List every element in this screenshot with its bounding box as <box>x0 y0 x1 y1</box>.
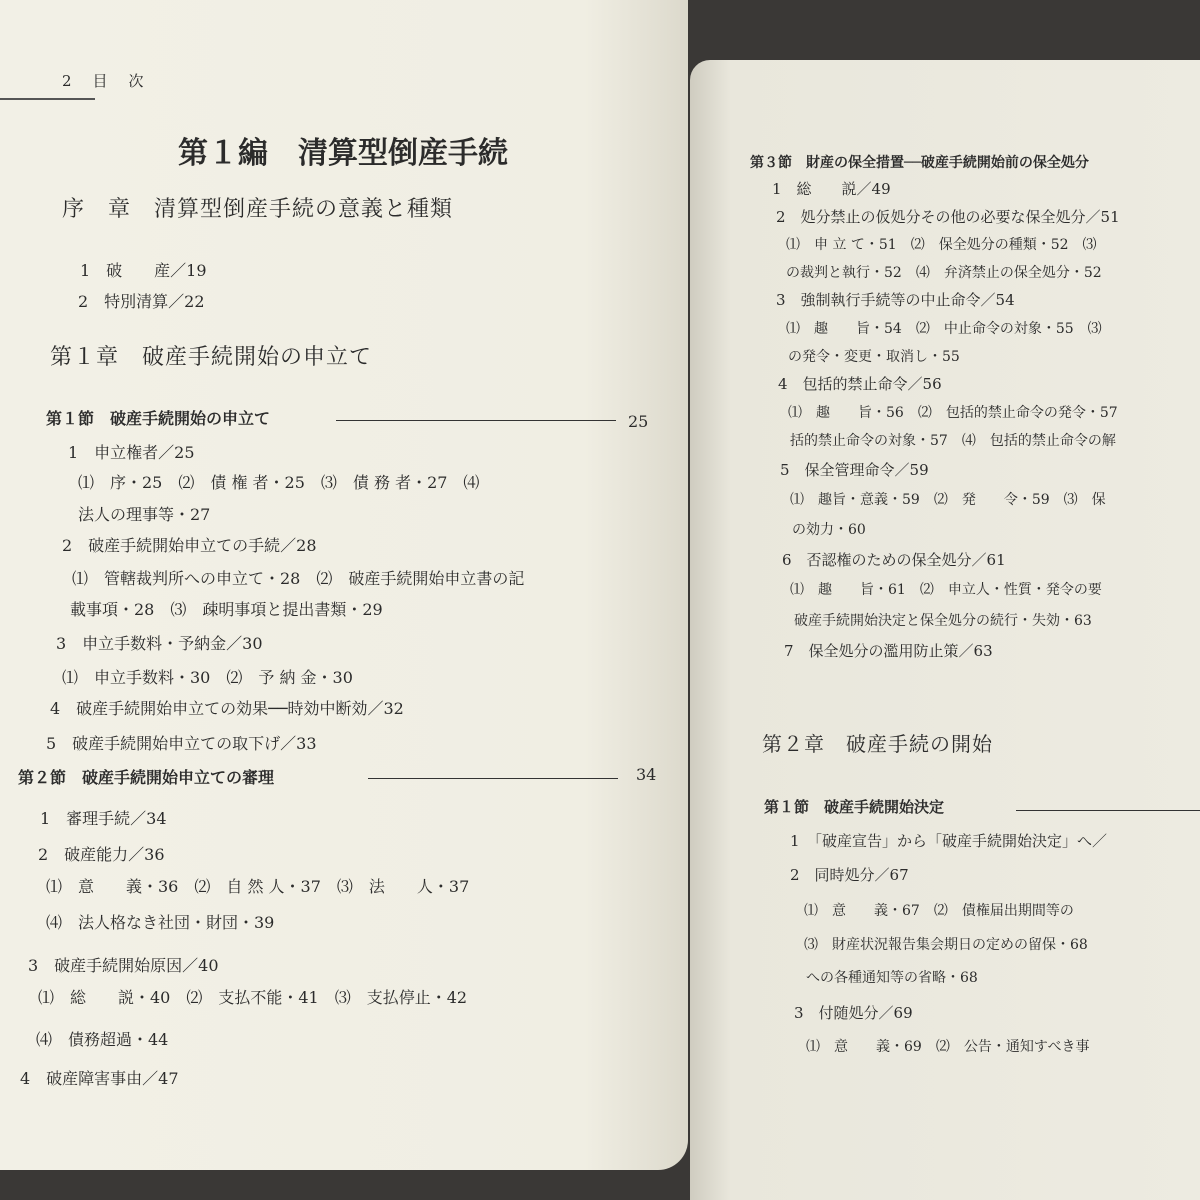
toc-entry: 1 総 説／49 <box>772 180 891 198</box>
running-header: 2 目 次 <box>62 72 147 90</box>
toc-subentry: ⑴ 意 義・67 ⑵ 債権届出期間等の <box>804 903 1074 919</box>
toc-entry: 3 破産手続開始原因／40 <box>28 956 219 975</box>
toc-subentry: ⑴ 申 立 て・51 ⑵ 保全処分の種類・52 ⑶ <box>786 237 1097 253</box>
toc-subentry: ⑴ 総 説・40 ⑵ 支払不能・41 ⑶ 支払停止・42 <box>38 988 468 1007</box>
toc-subentry: ⑷ 債務超過・44 <box>36 1030 169 1049</box>
toc-subentry: ⑴ 序・25 ⑵ 債 権 者・25 ⑶ 債 務 者・27 ⑷ <box>78 473 480 492</box>
section-title: 第１節 破産手続開始決定 <box>764 798 945 816</box>
toc-entry: 3 申立手数料・予納金／30 <box>56 634 263 653</box>
section-title: 第１節 破産手続開始の申立て <box>46 409 271 428</box>
toc-subentry: ⑶ 財産状況報告集会期日の定めの留保・68 <box>804 937 1088 953</box>
toc-entry: 2 破産能力／36 <box>38 845 165 864</box>
section-title: 第２節 破産手続開始申立ての審理 <box>18 768 275 787</box>
toc-subentry: の発令・変更・取消し・55 <box>788 349 960 365</box>
toc-subentry: の裁判と執行・52 ⑷ 弁済禁止の保全処分・52 <box>786 265 1102 281</box>
toc-subentry: ⑴ 趣 旨・61 ⑵ 申立人・性質・発令の要 <box>790 582 1102 598</box>
toc-entry: 6 否認権のための保全処分／61 <box>782 551 1006 569</box>
toc-entry: 2 破産手続開始申立ての手続／28 <box>62 536 317 555</box>
section-leader-rule <box>336 420 616 421</box>
toc-entry: 4 破産障害事由／47 <box>20 1069 179 1088</box>
section-leader-rule <box>368 778 618 779</box>
toc-subentry: 破産手続開始決定と保全処分の続行・失効・63 <box>794 613 1092 629</box>
chapter-title: 第１章 破産手続開始の申立て <box>50 345 373 370</box>
toc-subentry: の効力・60 <box>792 522 866 538</box>
section-title: 第３節 財産の保全措置──破産手続開始前の保全処分 <box>750 155 1089 171</box>
toc-entry: 2 処分禁止の仮処分その他の必要な保全処分／51 <box>776 208 1120 226</box>
section-leader-rule <box>1016 810 1200 811</box>
toc-entry: 4 破産手続開始申立ての効果──時効中断効／32 <box>50 699 404 718</box>
preface-chapter-title: 序 章 清算型倒産手続の意義と種類 <box>62 197 454 222</box>
toc-subentry: ⑴ 趣旨・意義・59 ⑵ 発 令・59 ⑶ 保 <box>790 492 1106 508</box>
toc-entry: 3 付随処分／69 <box>794 1004 913 1022</box>
toc-subentry: 括的禁止命令の対象・57 ⑷ 包括的禁止命令の解 <box>790 433 1116 449</box>
toc-subentry: への各種通知等の省略・68 <box>806 970 978 986</box>
toc-entry: 5 破産手続開始申立ての取下げ／33 <box>46 734 317 753</box>
toc-subentry: ⑴ 趣 旨・54 ⑵ 中止命令の対象・55 ⑶ <box>786 321 1102 337</box>
toc-entry: 2 同時処分／67 <box>790 866 909 884</box>
part-title: 第１編 清算型倒産手続 <box>178 136 508 171</box>
toc-entry: 4 包括的禁止命令／56 <box>778 375 942 393</box>
toc-subentry: ⑴ 管轄裁判所への申立て・28 ⑵ 破産手続開始申立書の記 <box>72 569 525 588</box>
toc-subentry: ⑴ 申立手数料・30 ⑵ 予 納 金・30 <box>62 668 353 687</box>
toc-entry: 1 「破産宣告」から「破産手続開始決定」へ／ <box>790 832 1108 850</box>
toc-entry: 3 強制執行手続等の中止命令／54 <box>776 291 1015 309</box>
toc-subentry: ⑷ 法人格なき社団・財団・39 <box>46 913 275 932</box>
header-rule <box>0 98 95 100</box>
toc-subentry: ⑴ 意 義・36 ⑵ 自 然 人・37 ⑶ 法 人・37 <box>46 877 470 896</box>
section-page-number: 34 <box>636 765 657 784</box>
toc-entry: 1 審理手続／34 <box>40 809 167 828</box>
toc-entry: 5 保全管理命令／59 <box>780 461 929 479</box>
section-page-number: 25 <box>628 412 649 431</box>
toc-subentry: 載事項・28 ⑶ 疎明事項と提出書類・29 <box>70 600 383 619</box>
toc-entry: 2 特別清算／22 <box>78 292 205 311</box>
toc-subentry: ⑴ 意 義・69 ⑵ 公告・通知すべき事 <box>806 1039 1090 1055</box>
toc-entry: 1 破 産／19 <box>80 261 207 280</box>
chapter-title: 第２章 破産手続の開始 <box>762 732 993 756</box>
toc-entry: 1 申立権者／25 <box>68 443 195 462</box>
toc-subentry: ⑴ 趣 旨・56 ⑵ 包括的禁止命令の発令・57 <box>788 405 1118 421</box>
toc-subentry: 法人の理事等・27 <box>78 505 211 524</box>
toc-entry: 7 保全処分の濫用防止策／63 <box>784 642 993 660</box>
right-page <box>690 60 1200 1200</box>
